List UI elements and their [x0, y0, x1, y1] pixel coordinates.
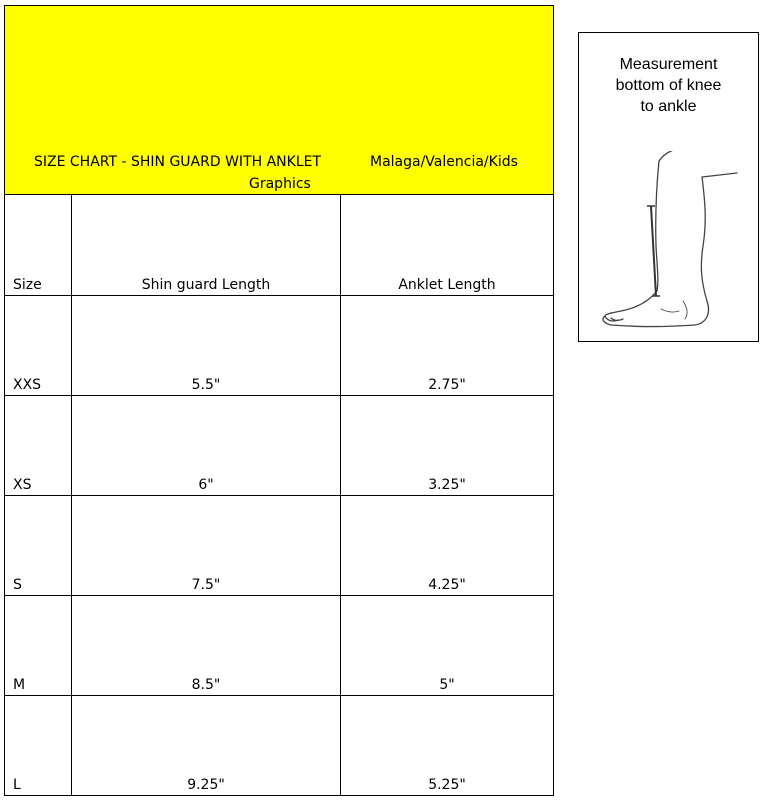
- size-cell: XXS: [13, 377, 42, 393]
- table-header-row: [4, 195, 554, 296]
- shin-length-cell: 7.5": [191, 577, 221, 593]
- chart-header: [4, 5, 554, 195]
- table-row: [4, 296, 554, 396]
- shin-length-cell: 5.5": [191, 377, 221, 393]
- table-row: [4, 696, 554, 796]
- measurement-guide: [578, 32, 759, 342]
- measurement-caption: Measurement bottom of knee to ankle: [615, 56, 722, 115]
- shin-length-cell: 6": [198, 477, 214, 493]
- shin-length-cell: 8.5": [191, 677, 221, 693]
- leg-measurement-icon: [597, 151, 747, 336]
- size-table: [4, 195, 554, 796]
- column-header-shin: Shin guard Length: [141, 277, 271, 293]
- table-row: [4, 396, 554, 496]
- table-row: [4, 496, 554, 596]
- anklet-length-cell: 3.25": [428, 477, 466, 493]
- column-header-size: Size: [13, 277, 42, 293]
- size-cell: S: [13, 577, 22, 593]
- anklet-length-cell: 2.75": [428, 377, 466, 393]
- size-cell: M: [13, 677, 26, 693]
- size-cell: XS: [13, 477, 32, 493]
- anklet-length-cell: 5": [439, 677, 455, 693]
- column-header-anklet: Anklet Length: [398, 277, 496, 293]
- anklet-length-cell: 5.25": [428, 777, 466, 793]
- chart-title: SIZE CHART - SHIN GUARD WITH ANKLET: [34, 154, 322, 170]
- table-row: [4, 596, 554, 696]
- chart-title-line2: Graphics: [249, 176, 311, 192]
- shin-length-cell: 9.25": [187, 777, 225, 793]
- size-chart: [4, 5, 555, 796]
- size-cell: L: [13, 777, 21, 793]
- model-names: Malaga/Valencia/Kids: [370, 154, 518, 170]
- anklet-length-cell: 4.25": [428, 577, 466, 593]
